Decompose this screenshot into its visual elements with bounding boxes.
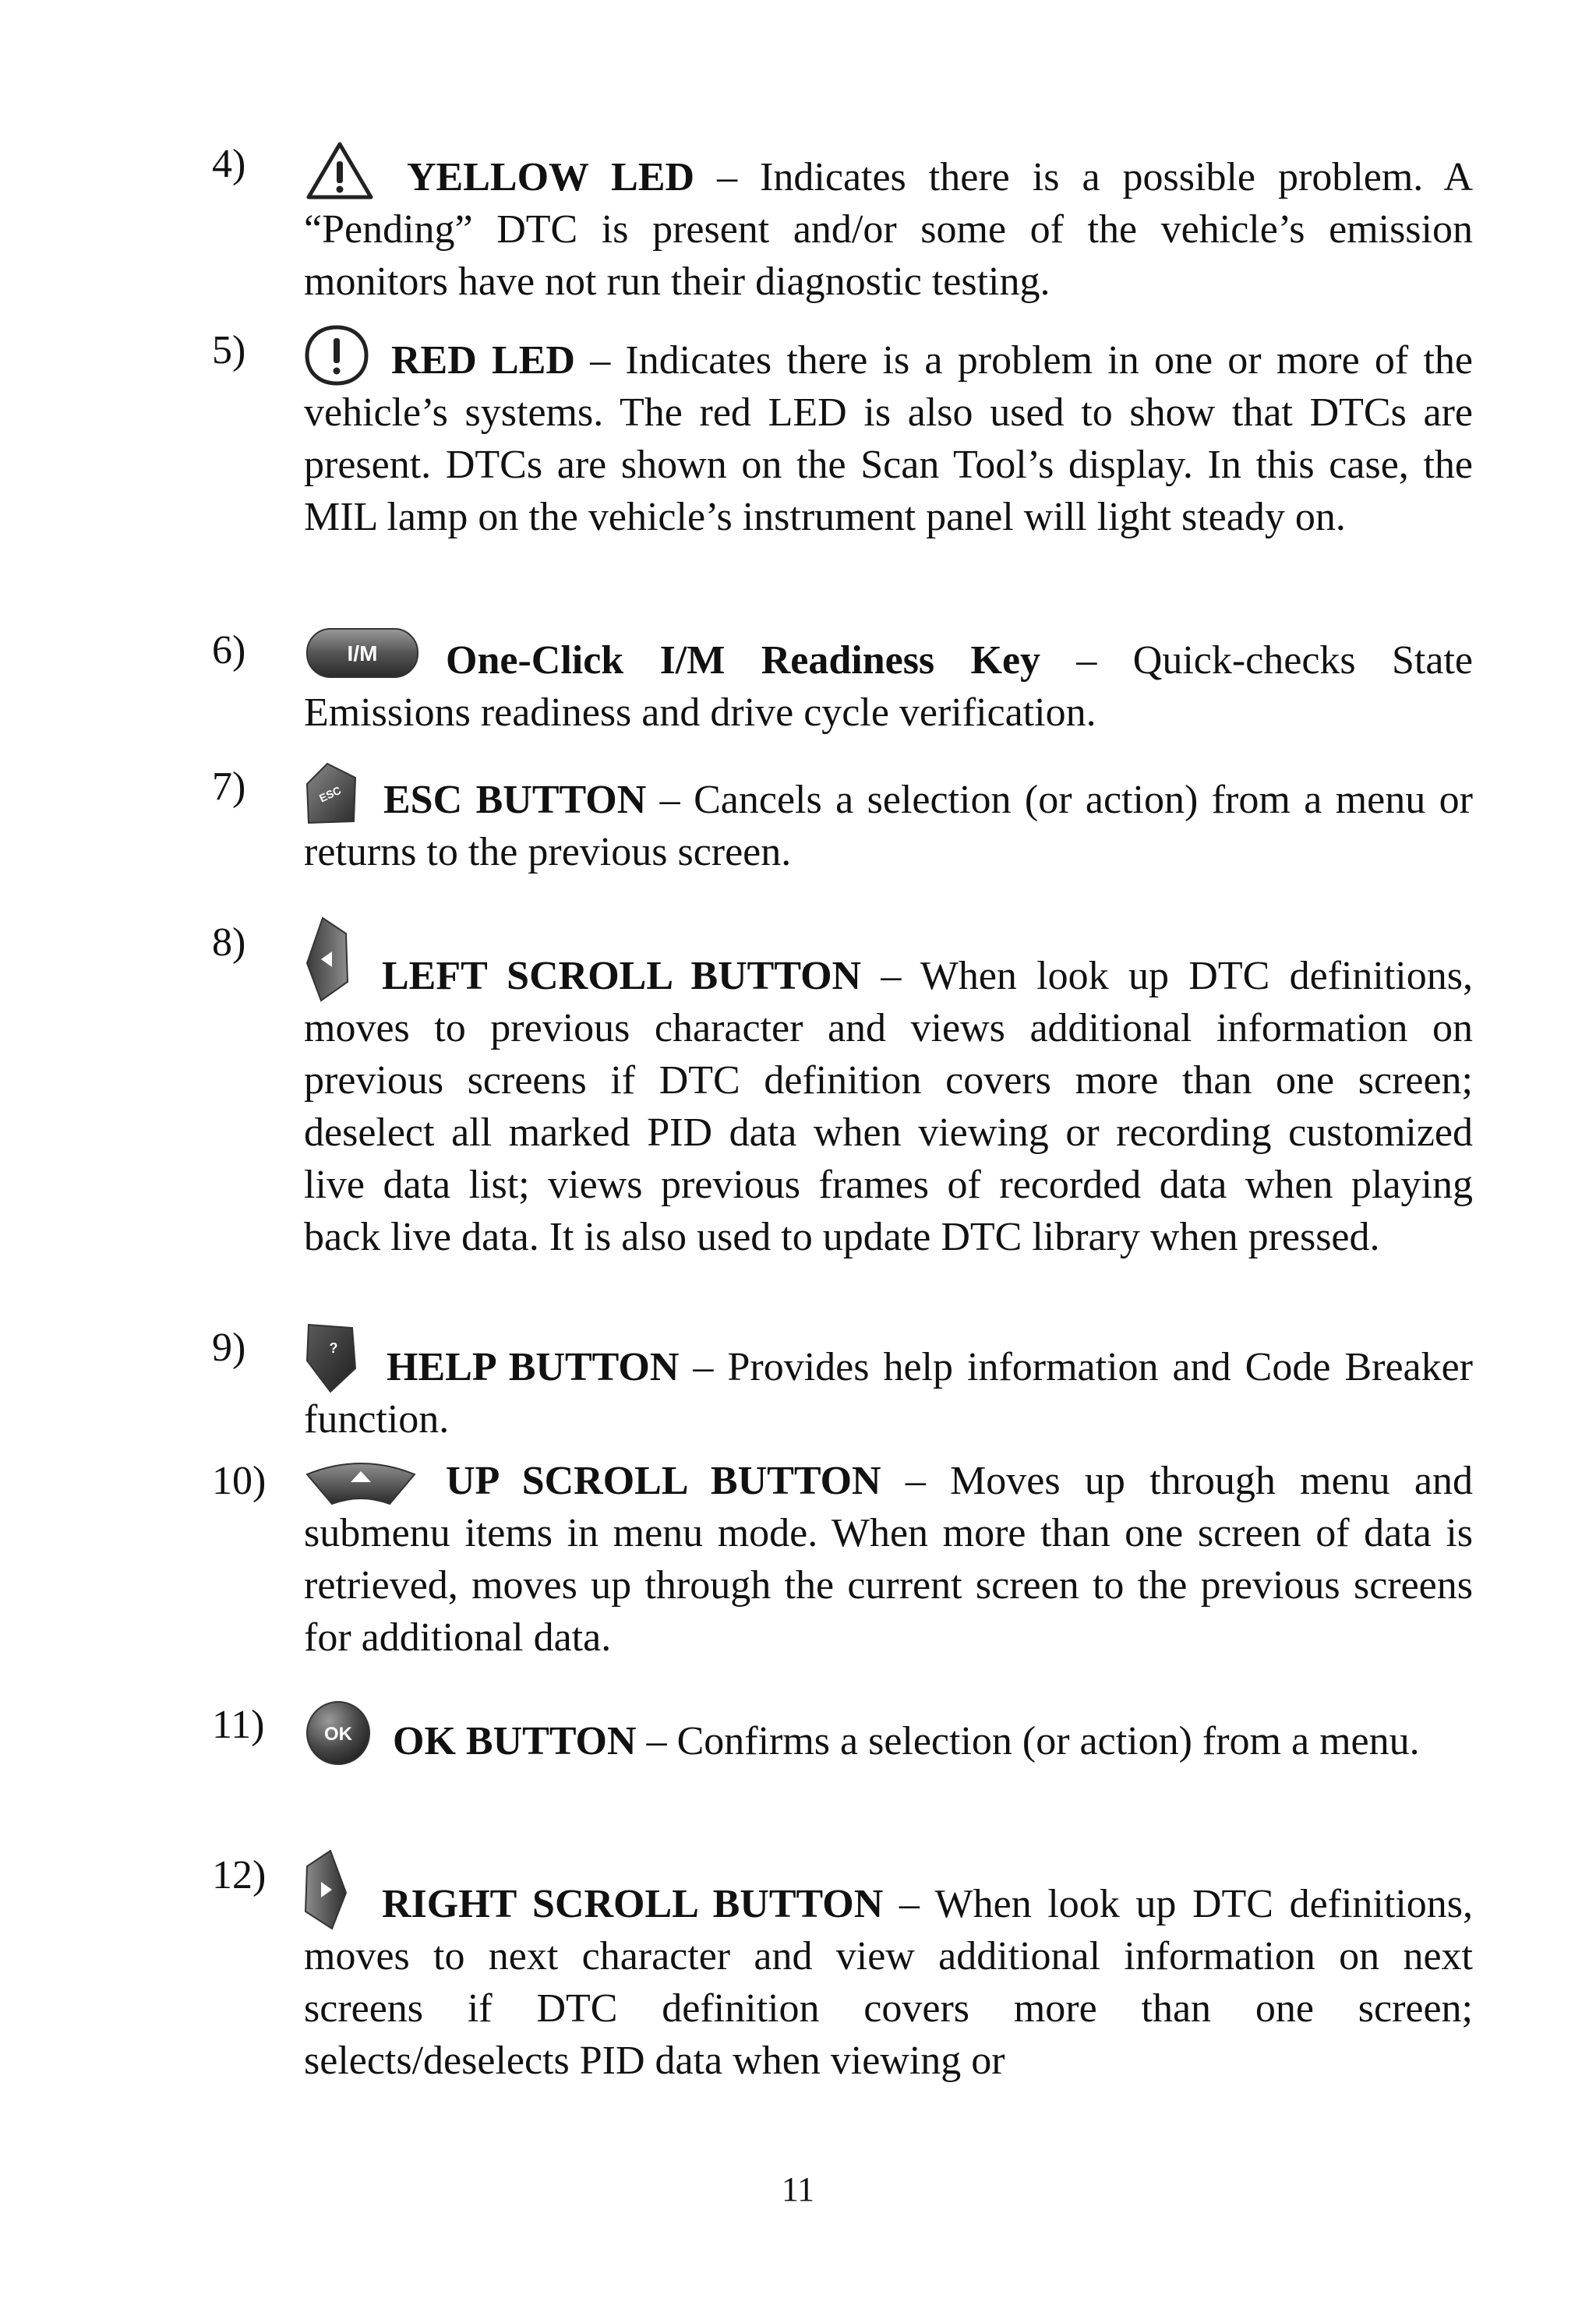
svg-text:ESC: ESC xyxy=(317,783,344,805)
im-key-icon xyxy=(304,624,421,687)
item-text: – Provides help information and Code Breaker function. xyxy=(304,1345,1473,1442)
right-scroll-icon xyxy=(304,1849,349,1930)
warning-triangle-icon xyxy=(304,138,376,203)
item-number: 11) xyxy=(212,1703,265,1747)
item-number: 12) xyxy=(212,1853,267,1897)
list-item xyxy=(212,1699,1473,1767)
item-number: 9) xyxy=(212,1325,246,1370)
item-term: YELLOW LED xyxy=(407,155,695,199)
up-scroll-icon xyxy=(304,1457,418,1507)
item-text: – Indicates there is a possible problem. A “Pending” DTC is present and/or some of the vehicle’s emission monitors have not run their diagnostic testing. xyxy=(304,155,1474,304)
left-scroll-icon xyxy=(304,916,349,1002)
svg-text:?: ? xyxy=(329,1340,338,1356)
list-item xyxy=(212,1322,1473,1446)
item-number: 7) xyxy=(212,764,246,809)
item-text: – Confirms a selection (or action) from a menu. xyxy=(636,1719,1420,1763)
item-term: ESC BUTTON xyxy=(383,778,647,822)
item-term: UP SCROLL BUTTON xyxy=(446,1459,881,1503)
item-term: RED LED xyxy=(391,338,575,383)
list-item xyxy=(212,916,1473,1263)
ok-button-icon xyxy=(304,1699,373,1767)
item-text: – Cancels a selection (or action) from a menu or returns to the previous screen. xyxy=(304,778,1473,874)
item-number: 6) xyxy=(212,628,246,672)
item-text: – Quick-checks State Emissions readiness and drive cycle verification. xyxy=(304,638,1473,735)
item-number: 10) xyxy=(212,1459,267,1503)
item-term: OK BUTTON xyxy=(393,1719,637,1763)
item-term: RIGHT SCROLL BUTTON xyxy=(382,1882,884,1926)
page-number: 11 xyxy=(781,2170,815,2208)
list-item xyxy=(212,761,1473,878)
item-term: One-Click I/M Readiness Key xyxy=(446,638,1041,683)
svg-text:I/M: I/M xyxy=(347,641,378,665)
item-term: HELP BUTTON xyxy=(387,1345,680,1389)
list-item xyxy=(212,624,1473,739)
item-number: 8) xyxy=(212,920,246,965)
item-text: – Moves up through menu and submenu items in menu mode. When more than one screen of data is retrieved, moves up through the current screen to the previous screens for additional data. xyxy=(304,1459,1473,1660)
item-number: 4) xyxy=(212,142,246,186)
exclamation-circle-icon xyxy=(304,324,369,387)
list-item xyxy=(212,1455,1473,1664)
item-text: – Indicates there is a problem in one or more of the vehicle’s systems. The red LED is also used to show that DTCs are present. DTCs are shown on the Scan Tool’s display. In this case, the MIL lamp on the vehicle’s instrument panel will light steady on. xyxy=(304,338,1473,539)
list-item xyxy=(212,324,1473,543)
esc-button-icon xyxy=(304,761,358,826)
item-term: LEFT SCROLL BUTTON xyxy=(382,954,862,998)
item-text: – When look up DTC definitions, moves to next character and view additional information on next screens if DTC definition covers more than one screen; selects/deselects PID data when viewing or xyxy=(304,1882,1474,2083)
item-text: – When look up DTC definitions, moves to previous character and views additional information on previous screens if DTC definition covers more than one screen; deselect all marked PID data when viewing or recording customized live data list; views previous frames of recorded data when playing back live data. It is also used to update DTC library when pressed. xyxy=(304,954,1473,1259)
svg-text:OK: OK xyxy=(324,1724,352,1745)
item-number: 5) xyxy=(212,328,246,372)
list-item xyxy=(212,138,1473,308)
help-button-icon xyxy=(304,1322,358,1393)
list-item xyxy=(212,1849,1473,2087)
